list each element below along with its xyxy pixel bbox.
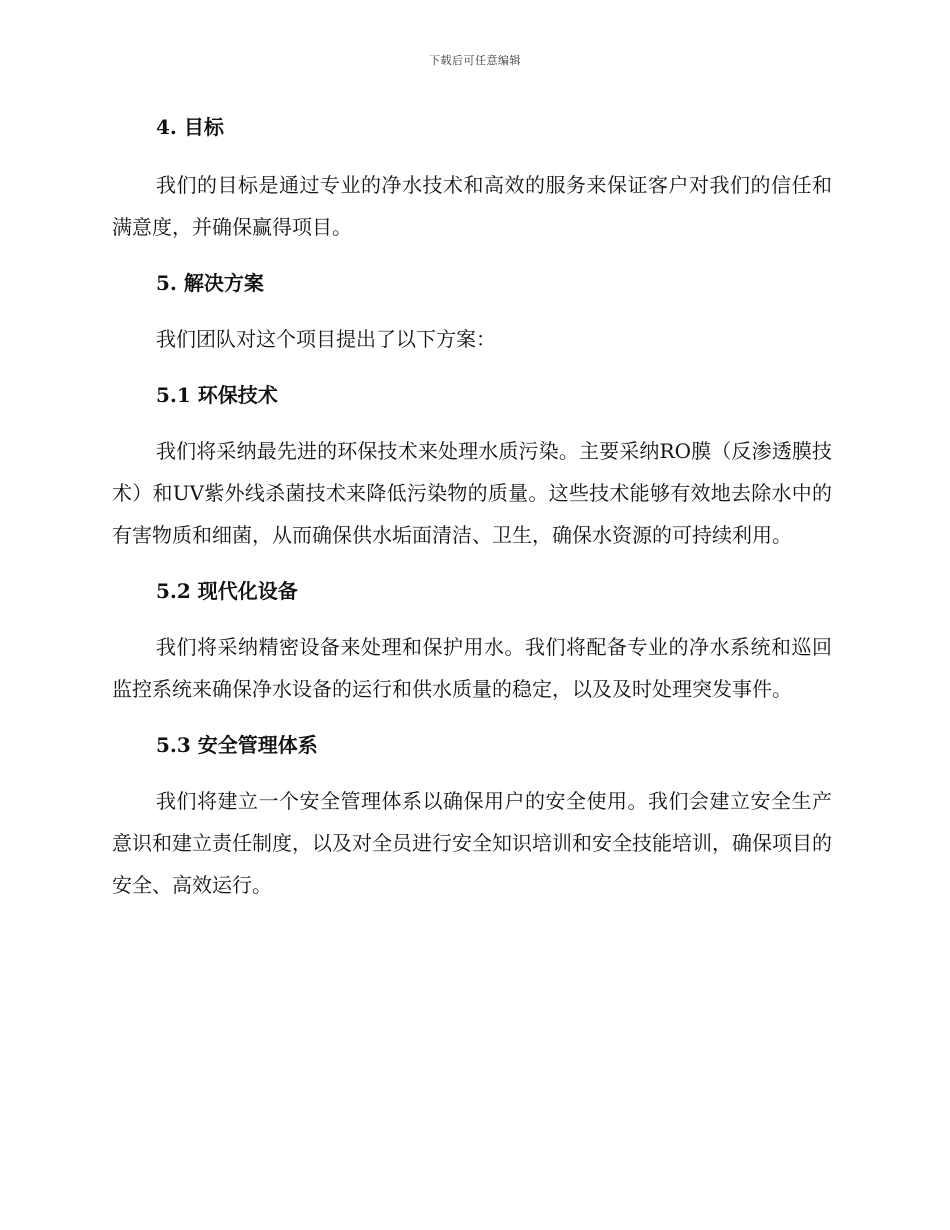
section-paragraph-modern-equipment: 我们将采纳精密设备来处理和保护用水。我们将配备专业的净水系统和巡回监控系统来确保净水设备的运行和供水质量的稳定，以及及时处理突发事件。: [112, 635, 832, 701]
document-body: [112, 110, 832, 906]
section-paragraph-safety-management: 我们将建立一个安全管理体系以确保用户的安全使用。我们会建立安全生产意识和建立责任制度，以及对全员进行安全知识培训和安全技能培训，确保项目的安全、高效运行。: [112, 789, 832, 897]
section-heading-eco-tech: 5.1 环保技术: [156, 383, 278, 407]
section-heading-safety-management: 5.3 安全管理体系: [156, 733, 318, 757]
section-paragraph-solution: 我们团队对这个项目提出了以下方案：: [156, 327, 496, 351]
section-heading-goal: 4. 目标: [156, 115, 224, 139]
section-heading-modern-equipment: 5.2 现代化设备: [156, 579, 298, 603]
section-heading-solution: 5. 解决方案: [156, 271, 264, 295]
section-paragraph-eco-tech: 我们将采纳最先进的环保技术来处理水质污染。主要采纳RO膜（反渗透膜技术）和UV紫外线杀菌技术来降低污染物的质量。这些技术能够有效地去除水中的有害物质和细菌，从而确保供水垢面清洁、卫生，确保水资源的可持续利用。: [112, 439, 832, 547]
page-header: 下载后可任意编辑: [429, 54, 521, 67]
section-paragraph-goal: 我们的目标是通过专业的净水技术和高效的服务来保证客户对我们的信任和满意度，并确保赢得项目。: [112, 173, 832, 239]
